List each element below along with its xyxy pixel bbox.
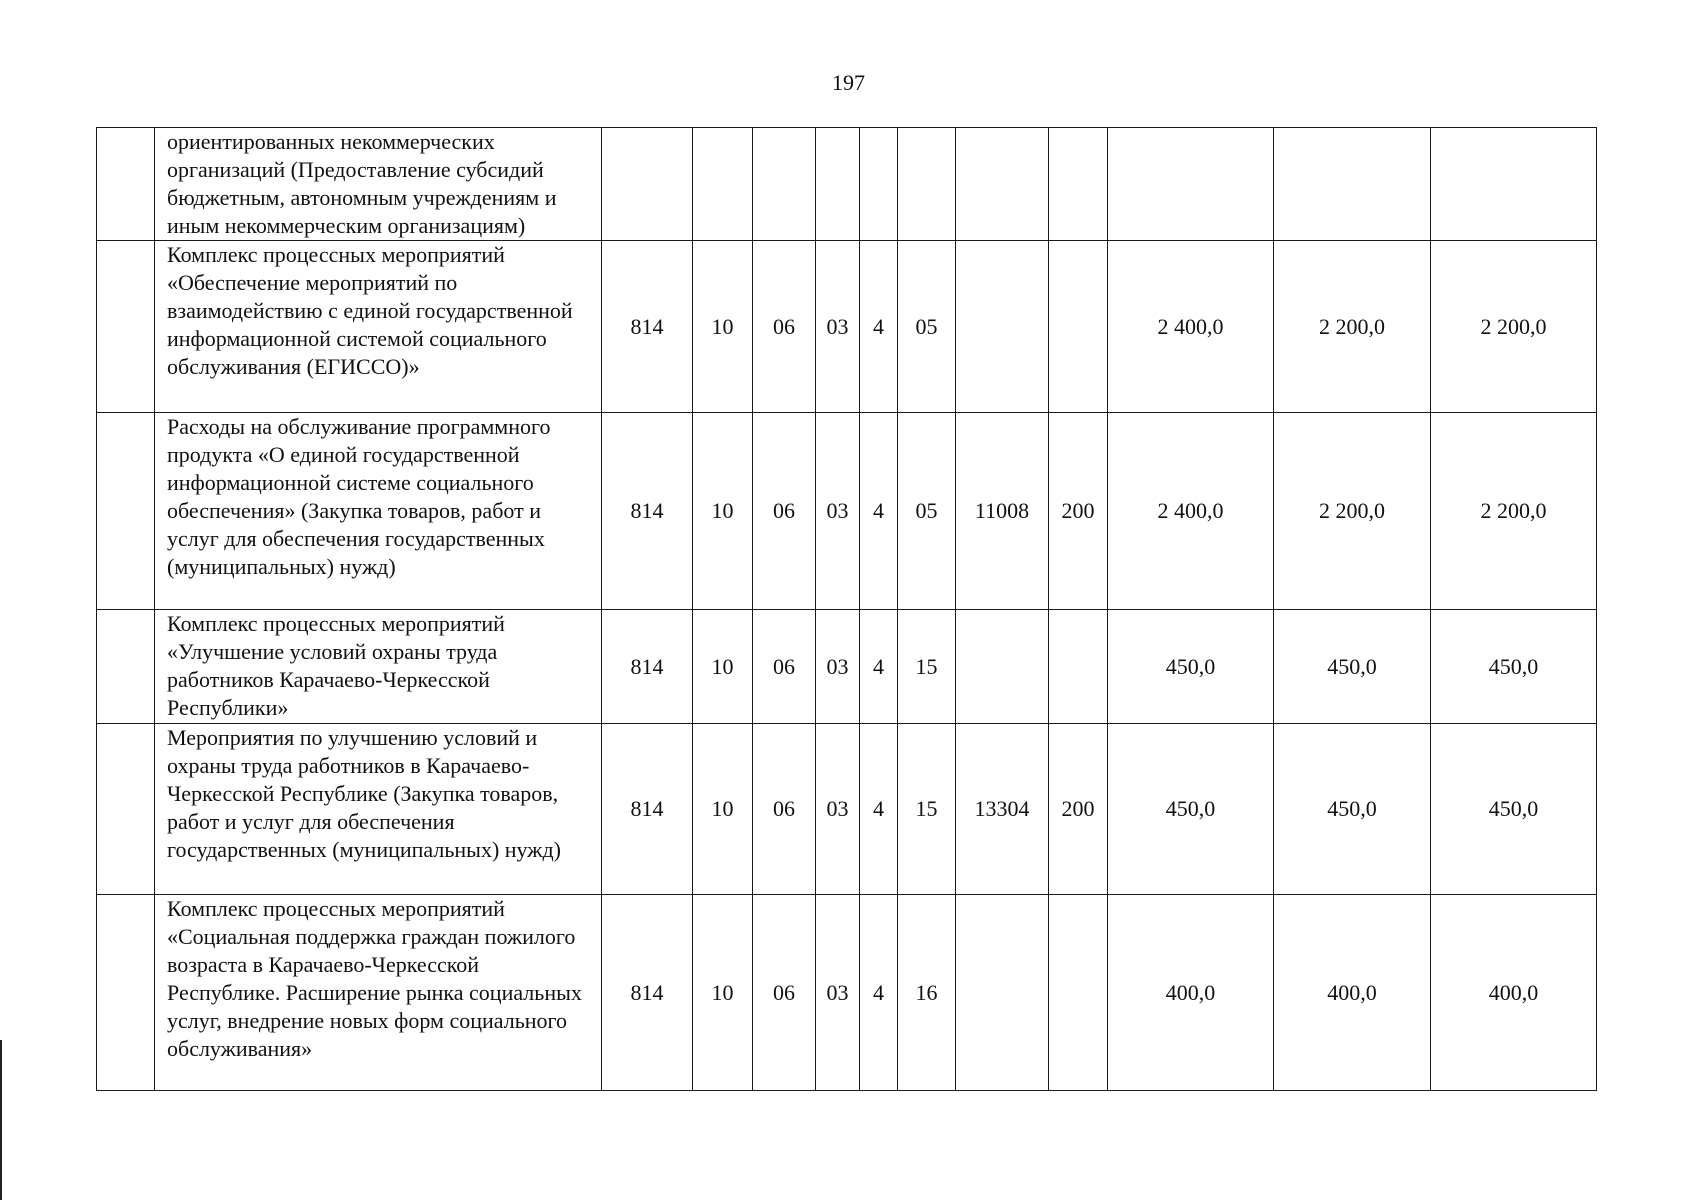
amount-2-cell: 2 200,0 [1274, 413, 1431, 610]
program-cell: 03 [816, 895, 860, 1091]
page-number: 197 [832, 70, 865, 95]
section-cell: 10 [693, 241, 753, 413]
ministry-cell: 814 [602, 895, 693, 1091]
expense-code-cell [956, 128, 1049, 241]
table-row [97, 895, 1597, 1091]
amount-3-cell: 2 200,0 [1431, 413, 1597, 610]
direction-cell: 4 [860, 610, 898, 724]
section-cell: 10 [693, 895, 753, 1091]
amount-3-cell [1431, 128, 1597, 241]
section-cell [693, 128, 753, 241]
table-row [97, 413, 1597, 610]
amount-2-cell: 450,0 [1274, 724, 1431, 895]
number-cell [97, 413, 155, 610]
expense-type-cell [1049, 895, 1108, 1091]
item-name-cell: Мероприятия по улучшению условий и охраны труда работников в Карачаево-Черкесской Республике (Закупка товаров, работ и услуг для обеспечения государственных (муниципальных) нужд) [155, 724, 602, 895]
section-cell: 10 [693, 610, 753, 724]
subsection-cell: 06 [753, 413, 816, 610]
item-cell: 05 [898, 241, 956, 413]
expense-code-cell [956, 241, 1049, 413]
amount-3-cell: 450,0 [1431, 610, 1597, 724]
program-cell: 03 [816, 413, 860, 610]
number-cell [97, 895, 155, 1091]
scan-edge-mark [0, 1040, 2, 1200]
table-row [97, 724, 1597, 895]
program-cell: 03 [816, 241, 860, 413]
expense-type-cell [1049, 128, 1108, 241]
budget-table [96, 127, 1597, 1091]
item-cell: 15 [898, 610, 956, 724]
direction-cell: 4 [860, 895, 898, 1091]
expense-type-cell [1049, 241, 1108, 413]
expense-code-cell: 13304 [956, 724, 1049, 895]
program-cell [816, 128, 860, 241]
amount-2-cell [1274, 128, 1431, 241]
amount-1-cell: 400,0 [1108, 895, 1274, 1091]
expense-code-cell: 11008 [956, 413, 1049, 610]
subsection-cell: 06 [753, 895, 816, 1091]
number-cell [97, 610, 155, 724]
item-name-cell: ориентированных некоммерческих организаций (Предоставление субсидий бюджетным, автономным учреждениям и иным некоммерческим организациям) [155, 128, 602, 241]
subsection-cell: 06 [753, 241, 816, 413]
expense-type-cell: 200 [1049, 724, 1108, 895]
table-row [97, 128, 1597, 241]
item-cell: 16 [898, 895, 956, 1091]
number-cell [97, 724, 155, 895]
number-cell [97, 128, 155, 241]
expense-type-cell: 200 [1049, 413, 1108, 610]
table-row [97, 241, 1597, 413]
table-row [97, 610, 1597, 724]
ministry-cell: 814 [602, 724, 693, 895]
item-name-cell: Комплекс процессных мероприятий «Социальная поддержка граждан пожилого возраста в Карачаево-Черкесской Республике. Расширение рынка социальных услуг, внедрение новых форм социального обслуживания» [155, 895, 602, 1091]
section-cell: 10 [693, 724, 753, 895]
amount-3-cell: 2 200,0 [1431, 241, 1597, 413]
subsection-cell: 06 [753, 610, 816, 724]
amount-3-cell: 400,0 [1431, 895, 1597, 1091]
program-cell: 03 [816, 724, 860, 895]
amount-3-cell: 450,0 [1431, 724, 1597, 895]
direction-cell [860, 128, 898, 241]
ministry-cell [602, 128, 693, 241]
ministry-cell: 814 [602, 413, 693, 610]
item-name-cell: Расходы на обслуживание программного продукта «О единой государственной информационной системе социального обеспечения» (Закупка товаров, работ и услуг для обеспечения государственных (муниципальных) нужд) [155, 413, 602, 610]
direction-cell: 4 [860, 241, 898, 413]
direction-cell: 4 [860, 724, 898, 895]
subsection-cell: 06 [753, 724, 816, 895]
program-cell: 03 [816, 610, 860, 724]
item-name-cell: Комплекс процессных мероприятий «Обеспечение мероприятий по взаимодействию с единой государственной информационной системой социального обслуживания (ЕГИССО)» [155, 241, 602, 413]
amount-1-cell: 2 400,0 [1108, 413, 1274, 610]
subsection-cell [753, 128, 816, 241]
number-cell [97, 241, 155, 413]
amount-2-cell: 450,0 [1274, 610, 1431, 724]
amount-1-cell: 2 400,0 [1108, 241, 1274, 413]
direction-cell: 4 [860, 413, 898, 610]
ministry-cell: 814 [602, 610, 693, 724]
amount-1-cell: 450,0 [1108, 610, 1274, 724]
section-cell: 10 [693, 413, 753, 610]
amount-2-cell: 2 200,0 [1274, 241, 1431, 413]
expense-type-cell [1049, 610, 1108, 724]
item-cell: 05 [898, 413, 956, 610]
amount-2-cell: 400,0 [1274, 895, 1431, 1091]
item-cell: 15 [898, 724, 956, 895]
amount-1-cell [1108, 128, 1274, 241]
item-cell [898, 128, 956, 241]
ministry-cell: 814 [602, 241, 693, 413]
expense-code-cell [956, 895, 1049, 1091]
item-name-cell: Комплекс процессных мероприятий «Улучшение условий охраны труда работников Карачаево-Черкесской Республики» [155, 610, 602, 724]
amount-1-cell: 450,0 [1108, 724, 1274, 895]
expense-code-cell [956, 610, 1049, 724]
